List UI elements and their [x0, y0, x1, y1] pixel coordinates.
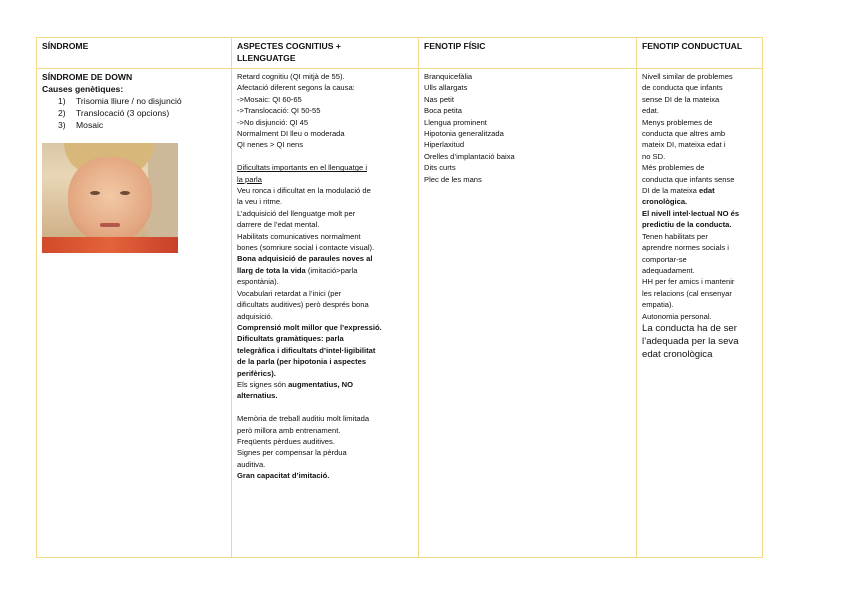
physical-cell: [419, 69, 637, 558]
cognitive-line: ->Translocació: QI 50-55: [237, 106, 321, 116]
spacer: [237, 402, 415, 413]
cognitive-line: Habilitats comunicatives normalment: [237, 231, 361, 241]
cognitive-line: espontània).: [237, 277, 279, 287]
behavioral-line: Autonomia personal.: [642, 311, 712, 321]
syndrome-table: [36, 37, 763, 558]
photo-face: [68, 157, 152, 243]
physical-trait: Llengua prominent: [424, 117, 487, 127]
cognitive-line: adquisició.: [237, 311, 273, 321]
behavioral-bold-span: edat: [698, 186, 715, 196]
physical-trait: Hiperlaxitud: [424, 140, 465, 150]
cognitive-bold-line: Dificultats gramàtiques: parla: [237, 334, 344, 344]
cognitive-bold-line: telegràfica i dificultats d’intel·ligibilitat: [237, 345, 376, 355]
cognitive-bold-line: Bona adquisició de paraules noves al: [237, 254, 373, 264]
physical-trait: Hipotonia generalitzada: [424, 129, 504, 139]
cognitive-bold-line: de la parla (per hipotonia i aspectes: [237, 357, 367, 367]
spacer: [237, 151, 415, 162]
causes-block: [42, 83, 228, 131]
cognitive-bold-line: Comprensió molt millor que l’expressió.: [237, 322, 382, 332]
physical-trait: Boca petita: [424, 106, 462, 116]
photo-right-eye: [120, 191, 130, 195]
header-cognitive-line1: ASPECTES COGNITIUS +: [237, 41, 341, 51]
physical-trait: Nas petit: [424, 94, 454, 104]
behavioral-line: Menys problemes de: [642, 117, 713, 127]
cognitive-bold-span: augmentatius, NO: [288, 379, 354, 389]
cognitive-line: Vocabulari retardat a l’inici (per: [237, 288, 342, 298]
behavioral-line: no SD.: [642, 151, 666, 161]
header-syndrome-text: SÍNDROME: [42, 41, 89, 51]
photo-mouth: [100, 223, 120, 227]
behavioral-large-line: l’adequada per la seva: [642, 335, 739, 347]
behavioral-line: conducta que altres amb: [642, 129, 726, 139]
cognitive-line: Retard cognitiu (QI mitjà de 55).: [237, 72, 345, 81]
cognitive-line: la veu i ritme.: [237, 197, 283, 207]
child-portrait-photo: [42, 143, 178, 253]
physical-trait: Plec de les mans: [424, 174, 482, 184]
behavioral-span: DI de la mateixa: [642, 186, 699, 196]
cognitive-line: Normalment DI lleu o moderada: [237, 129, 345, 139]
cognitive-bold-line: Gran capacitat d’imitació.: [237, 471, 330, 481]
cognitive-line: L’adquisició del llenguatge molt per: [237, 208, 356, 218]
cause-item: [42, 95, 228, 107]
cause-number: 3): [58, 120, 66, 130]
behavioral-line: aprendre normes socials i: [642, 243, 729, 253]
cognitive-bold-line: alternatius.: [237, 391, 278, 401]
header-behavioral-text: FENOTIP CONDUCTUAL: [642, 41, 743, 51]
cognitive-mixed-line: [237, 379, 415, 390]
behavioral-line: Tenen habilitats per: [642, 231, 708, 241]
physical-trait: Dits curts: [424, 163, 456, 173]
cognitive-line: Veu ronca i dificultat en la modulació de: [237, 186, 371, 196]
header-physical-text: FENOTIP FÍSIC: [424, 41, 486, 51]
header-cognitive: [232, 38, 419, 69]
syndrome-title: SÍNDROME DE DOWN: [42, 72, 133, 82]
cognitive-line: ->Mosaic: QI 60-65: [237, 94, 302, 104]
syndrome-cell: [37, 69, 232, 558]
behavioral-line: les relacions (cal ensenyar: [642, 288, 732, 298]
cognitive-subheading: Dificultats importants en el llenguatge i: [237, 163, 368, 173]
behavioral-line: empatia).: [642, 300, 674, 310]
behavioral-line: adequadament.: [642, 265, 695, 275]
cause-text: Mosaic: [76, 120, 104, 130]
behavioral-line: sense DI de la mateixa: [642, 94, 720, 104]
cause-item: [42, 119, 228, 131]
behavioral-large-line: La conducta ha de ser: [642, 322, 737, 334]
cognitive-line: bones (somriure social i contacte visual).: [237, 243, 375, 253]
header-syndrome: [37, 38, 232, 69]
physical-trait: Branquicefàlia: [424, 72, 473, 81]
cognitive-span: Els signes són: [237, 379, 289, 389]
cause-text: Translocació (3 opcions): [76, 108, 170, 118]
causes-list: [42, 95, 228, 131]
behavioral-mixed-line: [642, 185, 759, 196]
header-row: [37, 38, 763, 69]
behavioral-line: comportar-se: [642, 254, 687, 264]
behavioral-bold-line: predictiu de la conducta.: [642, 220, 732, 230]
cognitive-span: (imitació>parla: [305, 265, 358, 275]
cognitive-line: Freqüents pèrdues auditives.: [237, 436, 335, 446]
behavioral-line: de conducta que infants: [642, 83, 723, 93]
cognitive-line: dificultats auditives) però després bona: [237, 300, 369, 310]
header-cognitive-line2: LLENGUATGE: [237, 53, 296, 63]
cause-number: 1): [58, 96, 66, 106]
content-row: [37, 69, 763, 558]
cause-item: [42, 107, 228, 119]
behavioral-large-line: edat cronològica: [642, 348, 713, 360]
photo-shirt: [42, 237, 178, 253]
cognitive-line: Memòria de treball auditiu molt limitada: [237, 414, 370, 424]
physical-trait: Ulls allargats: [424, 83, 468, 93]
header-behavioral: [637, 38, 763, 69]
behavioral-line: HH per fer amics i mantenir: [642, 277, 735, 287]
cognitive-line: QI nenes > QI nens: [237, 140, 304, 150]
cause-number: 2): [58, 108, 66, 118]
cognitive-line: darrere de l’edat mental.: [237, 220, 320, 230]
photo-left-eye: [90, 191, 100, 195]
behavioral-bold-line: cronològica.: [642, 197, 688, 207]
behavioral-line: Nivell similar de problemes: [642, 72, 733, 81]
cause-text: Trisomia lliure / no disjunció: [76, 96, 182, 106]
behavioral-line: conducta que infants sense: [642, 174, 735, 184]
cognitive-subheading: la parla: [237, 174, 262, 184]
cognitive-cell: [232, 69, 419, 558]
cognitive-bold-line: perifèrics).: [237, 368, 276, 378]
cognitive-bold-span: llarg de tota la vida: [237, 265, 306, 275]
header-physical: [419, 38, 637, 69]
behavioral-line: Més problemes de: [642, 163, 705, 173]
cognitive-line: però millora amb entrenament.: [237, 425, 341, 435]
behavioral-line: edat.: [642, 106, 659, 116]
cognitive-line: auditiva.: [237, 459, 266, 469]
behavioral-line: mateix DI, mateixa edat i: [642, 140, 726, 150]
cognitive-line: ->No disjunció: QI 45: [237, 117, 309, 127]
cognitive-line: Afectació diferent segons la causa:: [237, 83, 355, 93]
cognitive-line: Signes per compensar la pèrdua: [237, 448, 347, 458]
behavioral-bold-line: El nivell intel·lectual NO és: [642, 208, 740, 218]
cognitive-mixed-line: [237, 265, 415, 276]
causes-title: Causes genètiques:: [42, 84, 124, 94]
behavioral-cell: [637, 69, 763, 558]
physical-trait: Orelles d’implantació baixa: [424, 151, 515, 161]
